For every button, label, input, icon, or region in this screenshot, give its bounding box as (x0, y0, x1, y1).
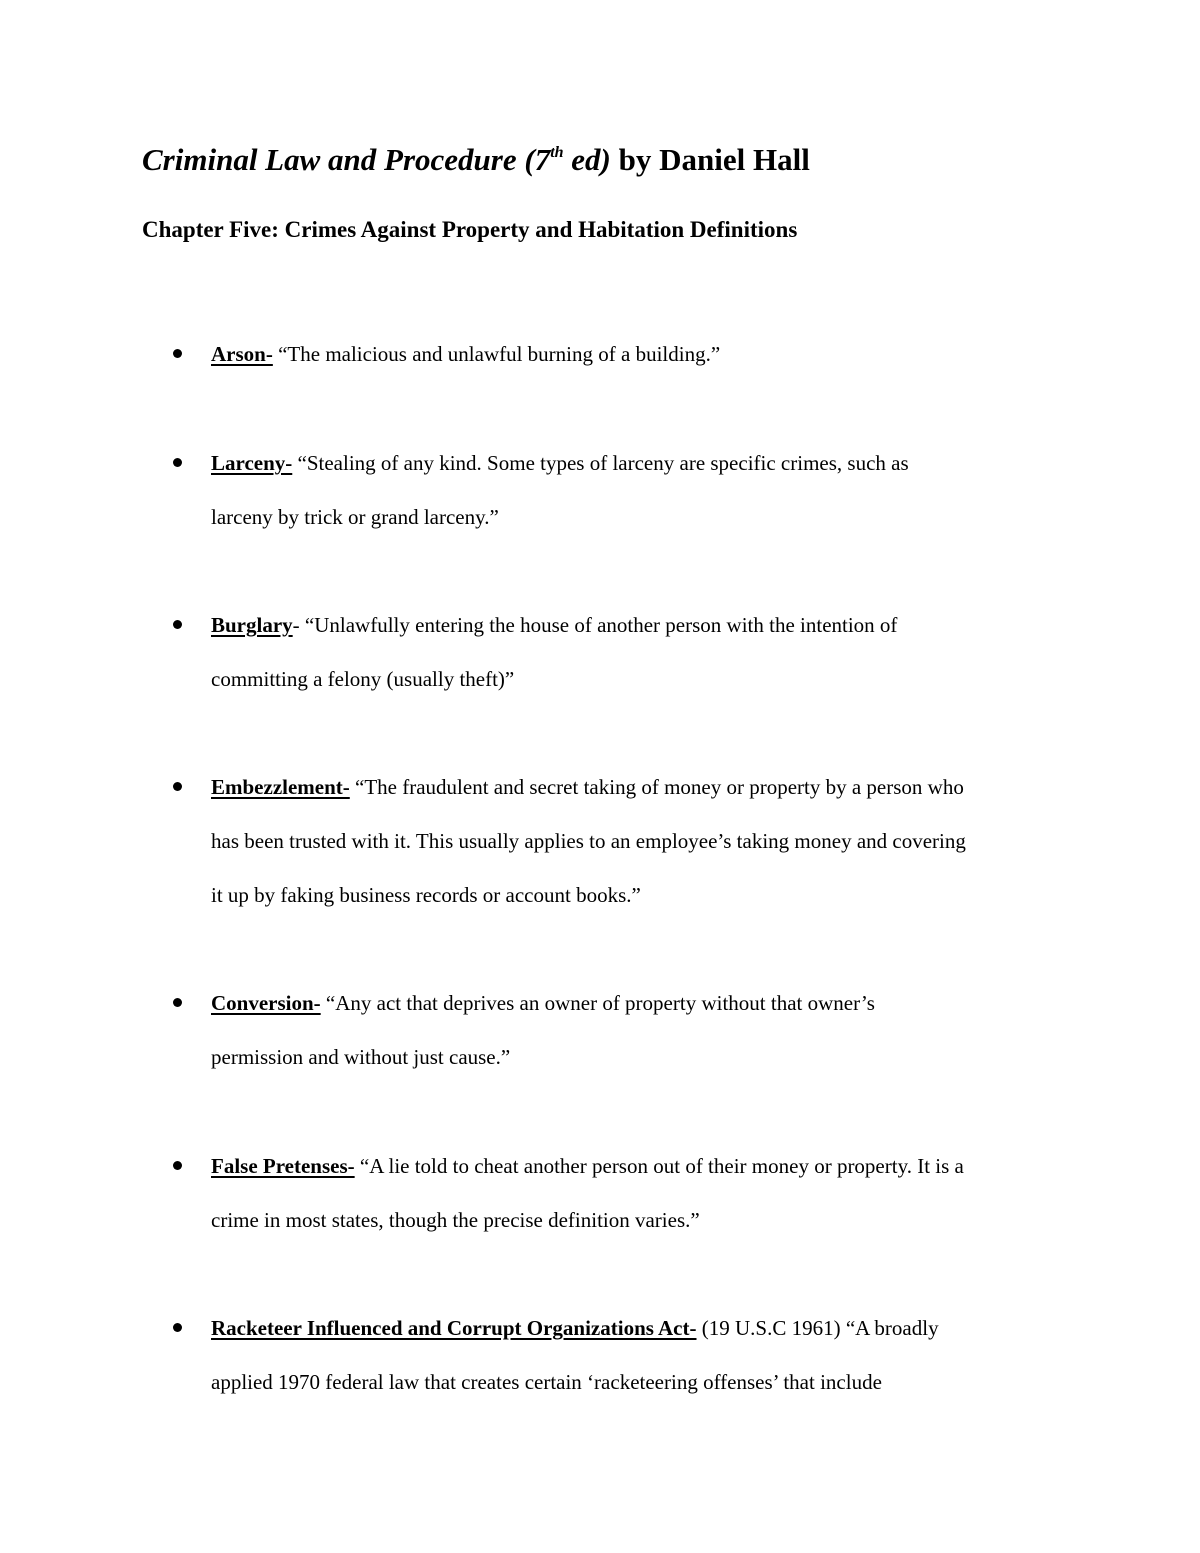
book-title-text: Criminal Law and Procedure (7 (142, 142, 551, 177)
definition-term: Arson- (211, 342, 273, 366)
definition-item-burglary (211, 598, 1071, 706)
definition-text: it up by faking business records or account books.” (211, 883, 641, 907)
book-title (142, 142, 611, 177)
bullet-icon (173, 620, 182, 629)
definition-text: has been trusted with it. This usually applies to an employee’s taking money and covering (211, 829, 966, 853)
definition-line (211, 327, 1071, 381)
book-author: by Daniel Hall (610, 142, 810, 177)
definition-text: “The fraudulent and secret taking of money or property by a person who (355, 775, 964, 799)
definition-item-larceny (211, 436, 1071, 544)
definition-item-embezzlement (211, 760, 1071, 922)
definition-line (211, 976, 1071, 1030)
definition-line (211, 598, 1071, 652)
definition-text: “The malicious and unlawful burning of a building.” (278, 342, 721, 366)
bullet-icon (173, 349, 182, 358)
bullet-icon (173, 782, 182, 791)
definition-text: crime in most states, though the precise definition varies.” (211, 1208, 700, 1232)
definition-text: applied 1970 federal law that creates certain ‘racketeering offenses’ that include (211, 1370, 882, 1394)
definition-text: “Any act that deprives an owner of property without that owner’s (325, 991, 875, 1015)
chapter-heading: Chapter Five: Crimes Against Property and Habitation Definitions (142, 217, 798, 242)
definition-item-conversion (211, 976, 1071, 1084)
definition-text: “Stealing of any kind. Some types of larceny are specific crimes, such as (297, 451, 909, 475)
definition-item-false-pretenses (211, 1139, 1071, 1247)
definition-text: larceny by trick or grand larceny.” (211, 505, 499, 529)
definition-item-rico-act (211, 1301, 1071, 1409)
definition-text: permission and without just cause.” (211, 1045, 511, 1069)
definition-line (211, 436, 1071, 490)
definition-item-arson (211, 327, 1071, 381)
definition-text: - “Unlawfully entering the house of another person with the intention of (292, 613, 898, 637)
definition-term: Burglary (211, 613, 293, 637)
book-title-edition: ed) (563, 142, 611, 177)
document-title (142, 140, 810, 180)
definition-term: False Pretenses- (211, 1154, 355, 1178)
bullet-icon (173, 998, 182, 1007)
definition-line (211, 1301, 1071, 1355)
definition-term: Larceny- (211, 451, 293, 475)
definition-line (211, 1139, 1071, 1193)
edition-superscript: th (550, 143, 564, 161)
definition-term: Conversion- (211, 991, 321, 1015)
definition-term: Racketeer Influenced and Corrupt Organizations Act- (211, 1316, 697, 1340)
definition-text: “A lie told to cheat another person out of their money or property. It is a (359, 1154, 964, 1178)
bullet-icon (173, 1323, 182, 1332)
definition-text: committing a felony (usually theft)” (211, 667, 515, 691)
bullet-icon (173, 458, 182, 467)
definition-text: (19 U.S.C 1961) “A broadly (701, 1316, 939, 1340)
definition-term: Embezzlement- (211, 775, 350, 799)
definition-line (211, 760, 1071, 814)
bullet-icon (173, 1161, 182, 1170)
